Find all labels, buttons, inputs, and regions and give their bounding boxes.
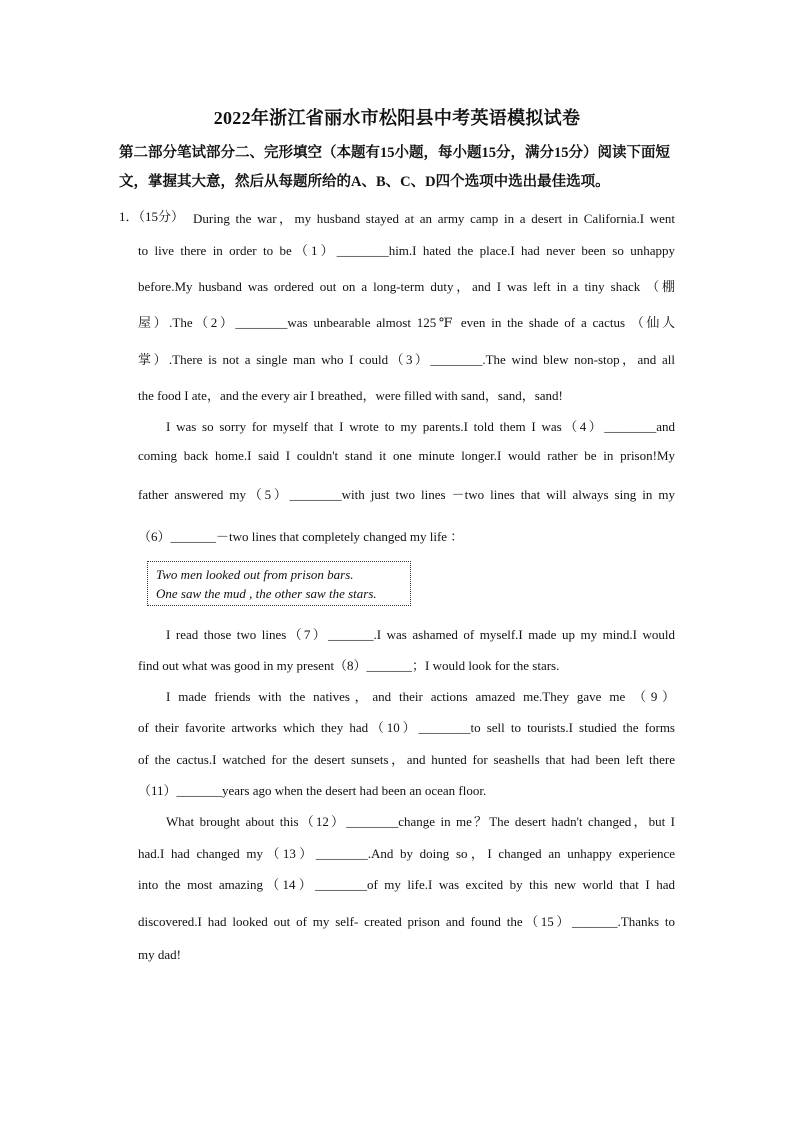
passage-line: before.My husband was ordered out on a long-term duty，and I was left in a tiny shack （棚 (138, 279, 675, 294)
passage-line: 掌）.There is not a single man who I could（3）________.The wind blew non-stop，and all (138, 352, 675, 367)
passage-line: of their favorite artworks which they had（10）________to sell to tourists.I studied the forms (138, 720, 675, 735)
passage-line: of the cactus.I watched for the desert sunsets，and hunted for seashells that had been left there (138, 752, 675, 767)
quote-line-1: Two men looked out from prison bars. (156, 567, 354, 582)
exam-title: 2022年浙江省丽水市松阳县中考英语模拟试卷 (213, 108, 581, 128)
passage-line: find out what was good in my present（8）_______；I would look for the stars. (138, 658, 560, 673)
passage-line: the food I ate，and the every air I breathed，were filled with sand，sand，sand! (138, 388, 563, 403)
passage-line: I was so sorry for myself that I wrote to my parents.I told them I was（4）________and (166, 419, 675, 434)
passage-line: I made friends with the natives，and their actions amazed me.They gave me （9） (166, 689, 675, 704)
passage-line: What brought about this（12）________change in me？The desert hadn't changed，but I (166, 814, 675, 829)
passage-line: my dad! (138, 947, 181, 962)
section-instructions: 第二部分笔试部分二、完形填空（本题有15小题，每小题15分，满分15分）阅读下面短文，掌握其大意，然后从每题所给的A、B、C、D四个选项中选出最佳选项。 (119, 145, 670, 190)
passage-line: had.I had changed my（13）________.And by doing so，I changed an unhappy experience (138, 846, 675, 861)
passage-line: （6）_______－two lines that completely changed my life ： (138, 529, 464, 544)
passage-line: father answered my（5）________with just two lines －two lines that will always sing in my (138, 487, 675, 502)
passage-line: coming back home.I said I couldn't stand it one minute longer.I would rather be in prison!My (138, 448, 675, 463)
passage-line: into the most amazing（14）________of my life.I was excited by this new world that I had (138, 877, 675, 892)
passage-line: （11）_______years ago when the desert had been an ocean floor. (138, 783, 487, 798)
quote-box (147, 561, 411, 606)
quote-line-2: One saw the mud , the other saw the stars. (156, 586, 377, 601)
passage-line: to live there in order to be（1）________him.I hated the place.I had never been so unhappy (138, 243, 675, 258)
passage-line: During the war，my husband stayed at an army camp in a desert in California.I went (193, 211, 675, 226)
passage-line: discovered.I had looked out of my self- created prison and found the（15）_______.Thanks to (138, 914, 675, 929)
question-number: 1．（15分） (119, 209, 185, 224)
passage-line: 屋）.The（2）________was unbearable almost 125℉ even in the shade of a cactus （仙人 (138, 315, 675, 330)
passage-line: I read those two lines（7）_______.I was ashamed of myself.I made up my mind.I would (166, 627, 675, 642)
